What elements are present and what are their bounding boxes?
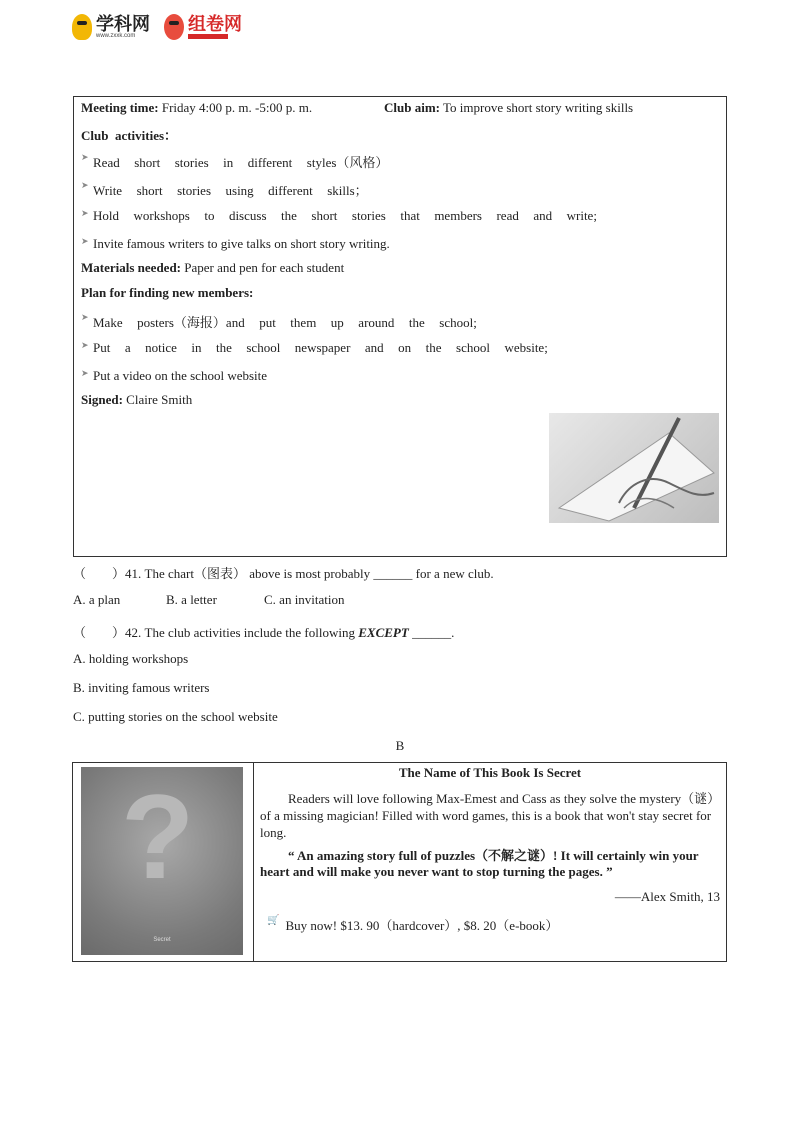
owl-icon [164,14,184,40]
q42-option-b: B. inviting famous writers [73,680,210,695]
section-b-label: B [395,738,405,753]
meeting-time-line [81,100,312,116]
signed-line [81,392,192,408]
zujuan-logo [164,14,242,40]
zxxk-logo [72,14,150,40]
bullet-arrow-icon: ➤ [81,180,89,190]
q41-option-c: C. an invitation [264,592,345,607]
q41-option-b: B. a letter [166,592,217,607]
reviewer: ——Alex Smith, 13 [614,889,720,904]
column-divider [253,763,254,961]
meeting-label: Meeting time: [81,100,159,115]
buy-line: 🛒 Buy now! $13. 90（hardcover）, $8. 20（e-book） [267,915,559,933]
q42-option-a: A. holding workshops [73,651,189,666]
plan-item: ➤ Put a notice in the school newspaper and on the school website; [81,340,548,355]
aim-value: To improve short story writing skills [443,100,634,115]
hand-pen-icon [549,413,719,523]
book-cover-image [81,767,243,955]
activities-label: Club activities： [81,128,178,143]
plan-item: ➤ Make posters（海报）and put them up around the school; [81,312,477,330]
logo2-name: 组卷网 [188,14,242,34]
plan-item: ➤ Put a video on the school website [81,368,268,383]
activity-item: ➤ Invite famous writers to give talks on short story writing. [81,236,390,251]
signed-value: Claire Smith [126,392,193,407]
logo1-url: www.zxxk.com [96,33,136,39]
writing-hand-image [549,413,719,523]
book-review: “ An amazing story full of puzzles（不解之谜）! It will certainly win your heart and will make you never want to stop turning the pages. ” [260,848,699,879]
activity-item: ➤ Write short stories using different skills； [81,180,368,198]
plan-label: Plan for finding new members: [81,285,254,300]
book-title: The Name of This Book Is Secret [398,765,582,780]
question-mark-icon: ? [121,770,195,904]
aim-label: Club aim: [384,100,440,115]
bullet-arrow-icon: ➤ [81,152,89,162]
materials-label: Materials needed: [81,260,182,275]
q41-option-a: A. a plan [73,592,121,607]
book-ad-box [72,762,727,962]
bullet-arrow-icon: ➤ [81,368,89,378]
logo2-band [188,34,228,39]
header-logos [72,10,242,44]
signed-label: Signed: [81,392,123,407]
activity-item: ➤ Hold workshops to discuss the short stories that members read and write; [81,208,597,223]
book-description: Readers will love following Max-Emest and Cass as they solve the mystery（谜）of a missing magician! Filled with word games, this is a book that won't stay secret for long. [260,791,714,840]
cover-text: Secret [153,937,171,943]
meeting-value: Friday 4:00 p. m. -5:00 p. m. [161,100,313,115]
except-emphasis: EXCEPT [358,625,409,640]
bullet-arrow-icon: ➤ [81,236,89,246]
activity-item: ➤ Read short stories in different styles（风格） [81,152,389,170]
question-42: （ ）42. The club activities include the following EXCEPT ______. [73,625,455,640]
question-41: （ ）41. The chart（图表） above is most probably ______ for a new club. [73,566,494,581]
cart-icon: 🛒 [267,915,280,926]
mascot-icon [72,14,92,40]
materials-line [81,260,344,276]
club-aim-line [384,100,633,116]
q42-option-c: C. putting stories on the school website [73,709,278,724]
materials-value: Paper and pen for each student [184,260,345,275]
bullet-arrow-icon: ➤ [81,312,89,322]
club-form-box [73,96,727,557]
bullet-arrow-icon: ➤ [81,208,89,218]
bullet-arrow-icon: ➤ [81,340,89,350]
logo1-name: 学科网 [96,14,150,34]
